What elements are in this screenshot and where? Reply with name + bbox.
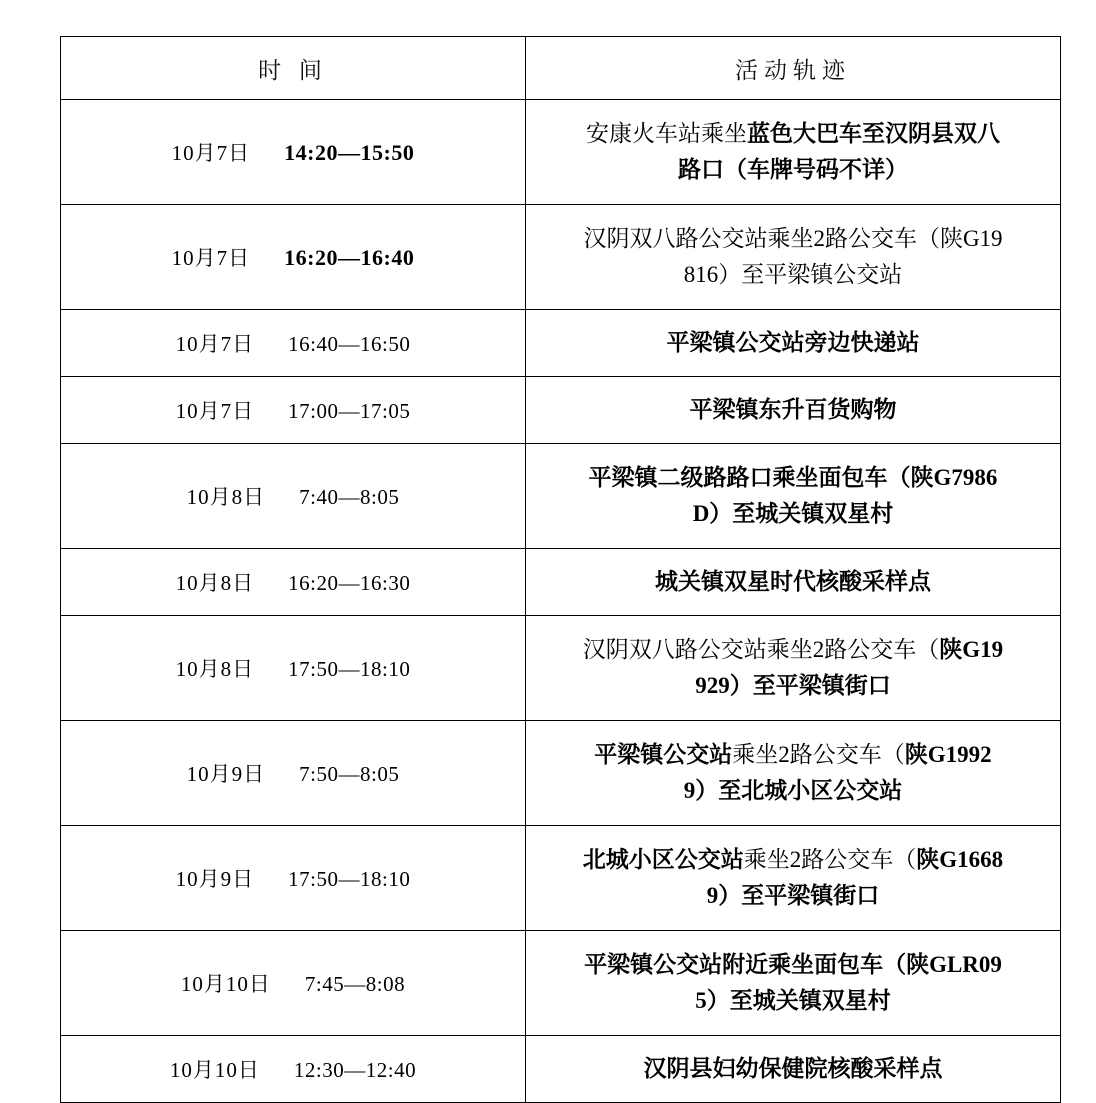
table-row — [61, 310, 1061, 377]
track-line — [526, 325, 1060, 361]
table-header — [61, 37, 1061, 100]
time-inner — [176, 863, 411, 893]
cell-track — [526, 616, 1061, 721]
track-segment: 汉阴双八路公交站乘坐2路公交车（陕G19 — [583, 226, 1003, 252]
cell-track — [526, 310, 1061, 377]
table-row — [61, 444, 1061, 549]
time-range: 17:50—18:10 — [288, 867, 411, 891]
time-range: 17:50—18:10 — [288, 657, 411, 681]
table-row — [61, 721, 1061, 826]
column-header-track — [526, 37, 1061, 100]
time-date: 10月8日 — [175, 657, 255, 681]
track-line — [526, 842, 1060, 878]
cell-time — [61, 826, 526, 931]
track-line — [526, 392, 1060, 428]
time-date: 10月8日 — [186, 485, 266, 509]
time-inner — [170, 1054, 416, 1084]
time-date: 10月10日 — [180, 972, 271, 996]
track-segment: 汉阴县妇幼保健院核酸采样点 — [643, 1056, 943, 1082]
track-line — [526, 221, 1060, 257]
track-segment: 陕G1992 — [904, 742, 992, 768]
track-segment: 9）至平梁镇街口 — [706, 883, 880, 908]
time-date: 10月8日 — [175, 571, 255, 595]
table-row — [61, 100, 1061, 205]
activity-trace-table — [60, 36, 1061, 1103]
time-range: 17:00—17:05 — [288, 399, 411, 423]
cell-time — [61, 310, 526, 377]
time-inner — [187, 481, 400, 511]
time-range: 12:30—12:40 — [293, 1058, 417, 1082]
track-segment: 平梁镇东升百货购物 — [689, 397, 897, 423]
track-line — [526, 878, 1060, 914]
track-line — [526, 632, 1060, 668]
track-segment: 陕G1668 — [916, 847, 1004, 873]
track-segment: 平梁镇二级路路口乘坐面包车（陕G7986 — [588, 465, 998, 491]
track-segment: D）至城关镇双星村 — [692, 501, 894, 526]
track-segment: 平梁镇公交站旁边快递站 — [666, 330, 920, 356]
cell-track — [526, 444, 1061, 549]
table-row — [61, 377, 1061, 444]
cell-time — [61, 100, 526, 205]
time-inner — [172, 242, 415, 272]
time-inner — [176, 653, 411, 683]
track-segment: 城关镇双星时代核酸采样点 — [655, 569, 931, 595]
cell-time — [61, 616, 526, 721]
time-range: 7:50—8:05 — [299, 762, 400, 786]
table-row — [61, 1036, 1061, 1103]
track-segment: 蓝色大巴车至汉阴县双八 — [747, 121, 1000, 147]
time-date: 10月7日 — [175, 399, 255, 423]
time-inner — [176, 567, 411, 597]
track-line — [526, 257, 1060, 293]
track-line — [526, 737, 1060, 773]
time-date: 10月7日 — [171, 141, 251, 165]
track-segment: 9）至北城小区公交站 — [683, 778, 903, 803]
track-segment: 乘坐2路公交车（ — [743, 847, 917, 873]
cell-time — [61, 931, 526, 1036]
track-line — [526, 564, 1060, 600]
time-range: 14:20—15:50 — [284, 140, 415, 165]
cell-track — [526, 377, 1061, 444]
time-range: 7:40—8:05 — [299, 485, 400, 509]
track-segment: 汉阴双八路公交站乘坐2路公交车（ — [582, 637, 940, 663]
track-segment: 929）至平梁镇街口 — [695, 673, 891, 698]
time-inner — [187, 758, 400, 788]
cell-track — [526, 826, 1061, 931]
track-line — [526, 773, 1060, 809]
table-body — [61, 100, 1061, 1103]
track-segment: 平梁镇公交站 — [594, 742, 733, 768]
time-date: 10月7日 — [171, 246, 251, 270]
table-row — [61, 826, 1061, 931]
cell-track — [526, 100, 1061, 205]
track-segment: 安康火车站乘坐 — [586, 121, 747, 147]
time-range: 16:20—16:30 — [288, 571, 411, 595]
activity-trace-table-container — [60, 36, 1060, 1103]
track-segment: 路口（车牌号码不详） — [678, 157, 908, 182]
cell-time — [61, 1036, 526, 1103]
track-line — [526, 152, 1060, 188]
table-row — [61, 549, 1061, 616]
time-date: 10月9日 — [186, 762, 266, 786]
track-line — [526, 947, 1060, 983]
cell-time — [61, 444, 526, 549]
table-row — [61, 205, 1061, 310]
table-header-row — [61, 37, 1061, 100]
time-range: 16:20—16:40 — [284, 245, 415, 270]
track-line — [526, 983, 1060, 1019]
time-inner — [176, 395, 411, 425]
track-line — [526, 460, 1060, 496]
time-range: 16:40—16:50 — [288, 332, 411, 356]
track-segment: 816）至平梁镇公交站 — [683, 262, 903, 287]
cell-time — [61, 549, 526, 616]
time-inner — [176, 328, 411, 358]
cell-track — [526, 931, 1061, 1036]
column-header-time-label: 时 间 — [258, 57, 328, 83]
track-segment: 陕G19 — [939, 637, 1004, 663]
cell-track — [526, 205, 1061, 310]
cell-track — [526, 721, 1061, 826]
time-date: 10月9日 — [175, 867, 255, 891]
cell-time — [61, 721, 526, 826]
cell-time — [61, 377, 526, 444]
time-inner — [181, 968, 405, 998]
track-segment: 乘坐2路公交车（ — [732, 742, 905, 768]
table-row — [61, 931, 1061, 1036]
cell-time — [61, 205, 526, 310]
track-segment: 北城小区公交站 — [582, 847, 744, 873]
track-segment: 5）至城关镇双星村 — [695, 988, 891, 1013]
time-date: 10月10日 — [169, 1058, 260, 1082]
column-header-time — [61, 37, 526, 100]
column-header-track-label: 活动轨迹 — [735, 57, 851, 83]
track-line — [526, 116, 1060, 152]
cell-track — [526, 1036, 1061, 1103]
cell-track — [526, 549, 1061, 616]
track-line — [526, 668, 1060, 704]
track-segment: 平梁镇公交站附近乘坐面包车（陕GLR09 — [584, 952, 1002, 978]
time-date: 10月7日 — [175, 332, 255, 356]
time-range: 7:45—8:08 — [304, 972, 406, 996]
track-line — [526, 1051, 1060, 1087]
time-inner — [172, 137, 415, 167]
track-line — [526, 496, 1060, 532]
table-row — [61, 616, 1061, 721]
